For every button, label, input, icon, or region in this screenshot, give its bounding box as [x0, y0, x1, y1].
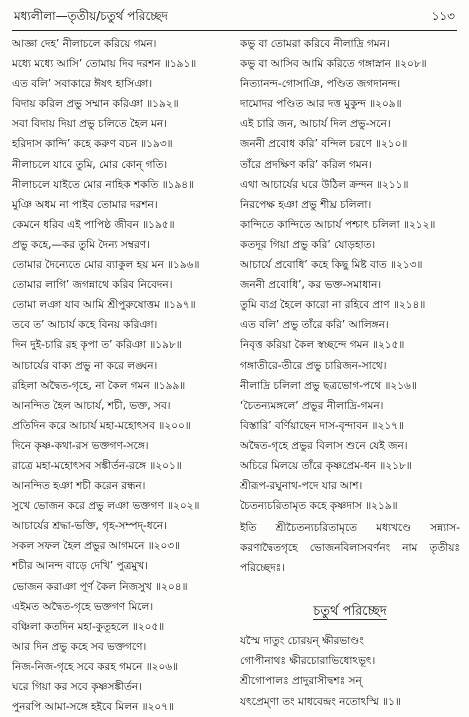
verse-line: কতদূর গিয়া প্রভু করি’ যোড়হাত। [240, 238, 376, 251]
page-header [14, 8, 455, 28]
verse-line: তোমার দৈন্যেতে মোর ব্যাকুল হয় মন ॥১৯৬॥ [12, 259, 200, 272]
verse-line: আচার্যের বাক্য প্রভু না করে লঙ্ঘন। [12, 359, 158, 372]
header-rule [12, 30, 457, 31]
verse-line: ঘরে গিয়া কর সবে কৃষ্ণসঙ্কীর্তন। [12, 681, 142, 693]
verse-line: দামোদর পণ্ডিত আর দত্ত মুকুন্দ ॥২০৯॥ [240, 98, 402, 111]
opening-verse [240, 631, 460, 711]
verse-line: এত বলি’ প্রভু তাঁরে করি’ আলিঙ্গন। [240, 319, 389, 332]
verse-line: তোমা লঞা যাব আমি শ্রীপুরুষোত্তম ॥১৯৭॥ [12, 299, 196, 312]
verse-line: নিজ-নিজ-গৃহে সবে করহ গমনে ॥২০৬॥ [12, 660, 179, 673]
verse-line: সবা বিদায় দিয়া প্রভু চলিতে হৈল মন। [12, 118, 167, 131]
verse-line: হরিদাস কান্দি’ কহে করুণ বচন ॥১৯৩॥ [12, 138, 173, 151]
verse-line: কভু বা আসিব আমি করিতে গঙ্গাস্নান ॥২০৮॥ [240, 58, 427, 71]
verse-line: আর দিন প্রভু কহে সব ভক্তগণে। [12, 640, 147, 653]
verse-line: কেমনে ধরিব এই পাপিষ্ঠ জীবন ॥১৯৫॥ [12, 218, 175, 231]
verse-line: বিদায় করিল প্রভু সম্মান করিঞা ॥১৯২॥ [12, 98, 179, 111]
chapter-heading-text: চতুর্থ পরিচ্ছেদ [313, 604, 387, 620]
chapter-heading [240, 602, 460, 623]
verse-line: রাত্রে মহা-মহোৎসব সঙ্কীর্তন-রঙ্গে ॥২০১॥ [12, 459, 182, 472]
verse-line: কভু বা তোমরা করিবে নীলাদ্রি গমন। [240, 38, 390, 50]
sanskrit-verse-line: শ্রীগোপালঃ প্রাদুরাসীদ্বশঃ সন্ [240, 675, 362, 688]
verse-line: ভোজন করাঞা পূর্ণ কৈল নিজসুখ ॥২০৪॥ [12, 580, 188, 593]
verse-line: নীলাচলে যাবে তুমি, মোর কোন্ গতি। [12, 158, 168, 171]
verse-line: তবে ত’ আচার্য কহে বিনয় করিঞা। [12, 319, 158, 332]
verse-line: জননী প্রবোধ করি’ বন্দিল চরণে ॥২১০॥ [240, 138, 408, 151]
verse-line: শ্রীরূপ-রঘুনাথ-পদে যার আশ। [240, 480, 363, 493]
verse-line: সকল সফল হৈল প্রভুর আগমনে ॥২০৩॥ [12, 540, 181, 553]
verse-line: দিনে কৃষ্ণ-কথা-রস ভক্তগণ-সঙ্গে। [12, 439, 149, 452]
verse-line: নীলাদ্রি চলিলা প্রভু ছত্রভোগ-পথে ॥২১৬॥ [240, 379, 417, 392]
verse-line: তুমি ব্যগ্র হৈলে কারো না রহিবে প্রাণ ॥২১৪॥ [240, 299, 426, 312]
colophon: ইতি শ্রীচৈতন্যচরিতামৃতে মধ্যখণ্ডে সন্ন্যাস-করণাদ্বৈতগৃহে ভোজনবিলাসবর্ণনং নাম তৃতীয়ঃ পরিচ্ছেদঃ। [240, 522, 460, 575]
verse-line: সুখে ভোজন করে প্রভু লঞা ভক্তগণ ॥২০২॥ [12, 500, 200, 513]
verse-line: আজ্ঞা দেহ’ নীলাচলে করিয়ে গমন। [12, 38, 157, 50]
verse-line: আচার্যের শ্রদ্ধা-ভক্তি, গৃহ-সম্পদ্-ধনে। [12, 520, 167, 533]
verse-line: ‘চৈতন্যমঙ্গলে’ প্রভুর নীলাদ্রি-গমন। [240, 399, 384, 412]
verse-line: নিবৃত্ত করিয়া কৈল স্বচ্ছন্দে গমন ॥২১৫॥ [240, 339, 405, 352]
sanskrit-verse-line: গোপীনাথঃ ক্ষীরচোরাভিধোঽভূৎ। [240, 655, 376, 668]
running-head: মধ্যলীলা—তৃতীয়/চতুর্থ পরিচ্ছেদ [14, 9, 168, 23]
verse-line: মুঞি অধম না পাইব তোমার দরশন। [12, 198, 158, 211]
verse-line: নিত্যানন্দ-গোসাঞি, পণ্ডিত জগদানন্দ। [240, 78, 401, 91]
verse-line: মধ্যে মধ্যে আসি’ তোমায় দিব দরশন ॥১৯১॥ [12, 58, 197, 71]
sanskrit-verse-line: যস্মৈ দাতুং চোরয়ন্ ক্ষীরভাণ্ডং [240, 635, 364, 648]
verse-line: এই চারি জন, আচার্য দিল প্রভু-সনে। [240, 118, 391, 131]
left-column [12, 34, 232, 717]
verse-line: অচিরে মিলয়ে তাঁরে কৃষ্ণপ্রেম-ধন ॥২১৮॥ [240, 459, 412, 472]
verse-line: আচার্যে প্রবোধি’ কহে কিছু মিষ্ট বাত ॥২১৩॥ [240, 259, 423, 272]
right-verse-lines [240, 34, 460, 516]
verse-line: বঞ্চিলা কতদিন মহা-কুতূহলে ॥২০৫॥ [12, 620, 165, 633]
verse-line: এথা আচার্যের ঘরে উঠিল ক্রন্দন ॥২১১॥ [240, 178, 409, 191]
verse-line: তাঁরে প্রদক্ষিণ করি’ করিল গমন। [240, 158, 372, 171]
verse-line: জননী প্রবোধি’, কর ভক্ত-সমাধান। [240, 279, 382, 292]
verse-line: প্রভু কহে,—কর তুমি দৈন্য সম্বরণ। [12, 238, 150, 251]
verse-line: চৈতন্যচরিতামৃত কহে কৃষ্ণদাস ॥২১৯॥ [240, 500, 398, 513]
verse-line: আনন্দিত হৈল আচার্য, শচী, ভক্ত, সব। [12, 399, 171, 412]
right-column [240, 34, 460, 712]
verse-line: শচীর আনন্দ বাড়ে দেখি’ পুত্রমুখ। [12, 560, 148, 573]
verse-line: পুনরপি আমা-সঙ্গে হইবে মিলন ॥২০৭॥ [12, 701, 175, 714]
verse-line: আনন্দিত হঞা শচী করেন রন্ধন। [12, 480, 146, 493]
verse-line: এইমত অদ্বৈত-গৃহে ভক্তগণ মিলে। [12, 600, 154, 613]
verse-line: দিন দুই-চারি রহ কৃপা ত’ করিঞা ॥১৯৮॥ [12, 339, 182, 352]
verse-line: প্রতিদিন করে আচার্য মহা-মহোৎসব ॥২০০॥ [12, 419, 191, 432]
verse-line: অদ্বৈত-গৃহে প্রভুর বিলাস শুনে যেই জন। [240, 439, 408, 452]
sanskrit-verse-line: যৎপ্রেম্ণা তং মাধবেন্দ্রং নতোঽস্মি ॥১॥ [240, 695, 401, 708]
verse-line: নিরপেক্ষ হঞা প্রভু শীঘ্র চলিলা। [240, 198, 372, 211]
verse-line: বিস্তারি’ বর্ণিয়াছেন দাস-বৃন্দাবন ॥২১৭॥ [240, 419, 404, 432]
page-number: ১১৩ [431, 9, 455, 23]
verse-line: গঙ্গাতীরে-তীরে প্রভু চারিজন-সাথে। [240, 359, 387, 372]
verse-line: নীলাচলে যাইতে মোর নাহিক শকতি ॥১৯৪॥ [12, 178, 195, 191]
verse-line: তোমার লাগি’ জগন্নাথে করিব নিবেদন। [12, 279, 173, 292]
verse-line: রহিলা অদ্বৈত-গৃহে, না কৈল গমন ॥১৯৯॥ [12, 379, 186, 392]
verse-line: এত বলি’ সবাকারে ঈষৎ হাসিঞা। [12, 78, 153, 91]
verse-line: কান্দিতে কান্দিতে আচার্য পশ্চাৎ চলিলা ॥২১২॥ [240, 218, 436, 231]
